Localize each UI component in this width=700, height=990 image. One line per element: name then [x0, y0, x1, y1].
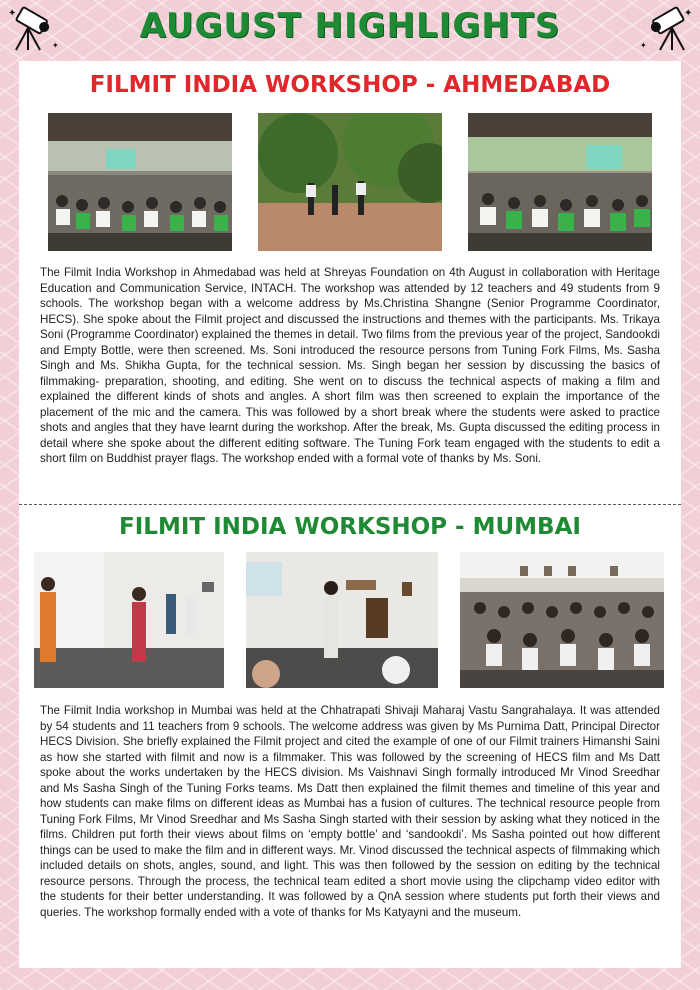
workshop-photo-ahmedabad-1 — [48, 113, 232, 251]
workshop-photo-mumbai-2 — [246, 552, 438, 688]
svg-text:✦: ✦ — [640, 41, 647, 50]
workshop-photo-mumbai-1 — [34, 552, 224, 688]
page-title: AUGUST HIGHLIGHTS — [139, 6, 561, 46]
svg-text:✦: ✦ — [8, 8, 17, 19]
svg-text:✦: ✦ — [684, 8, 693, 19]
workshop-photo-ahmedabad-2 — [258, 113, 442, 251]
content-card — [19, 61, 681, 968]
section-divider — [19, 504, 681, 505]
workshop-photo-mumbai-3 — [460, 552, 664, 688]
section-body-mumbai: The Filmit India workshop in Mumbai was held at the Chhatrapati Shivaji Maharaj Vastu Sangrahalaya. It was attended by 54 students and 11 teachers from 9 schools. The welcome address was given by Ms Purnima Datt, Principal Director HECS Division. She briefly explained the Filmit project and cited the example of one of our Filmit trainers Himanshi Saini as how she started with filmit and now is a filmmaker. This was followed by the screening of HECS film and Ms Datt spoke about the works undertaken by the HECS division. Ms Vaishnavi Singh formally introduced Mr Vinod Sreedhar and Ms Sasha Singh of the Tuning Forks teams. Ms Datt then explained the filmit themes and timeline of this year and how students can make films on different ideas as Mumbai has a fusion of cultures. The technical resource people from Tuning Fork Films, Mr Vinod Sreedhar and Ms Sasha Singh started with their session by asking what they noticed in the films. Children put forth their views about films on ‘empty bottle’ and ‘sandookdi’. Ms Sasha pointed out how different things can be used to make the film and in different ways. Mr. Vinod discussed the technical aspects of filmmaking which included details on shots, angles, sound, and light. This was then followed by the session on editing by the technical resource persons. Through the process, the technical team edited a short movie using the clipchamp video editor with the students for their better understanding. It was followed by a QnA session where students put forth their views and queries. The workshop formally ended with a vote of thanks for Ms Katyayni and the museum. — [40, 704, 660, 919]
section-title-mumbai: FILMIT INDIA WORKSHOP - MUMBAI — [119, 514, 581, 540]
section-title-ahmedabad: FILMIT INDIA WORKSHOP - AHMEDABAD — [89, 72, 611, 98]
section-body-ahmedabad: The Filmit India Workshop in Ahmedabad was held at Shreyas Foundation on 4th August in collaboration with Heritage Education and Communication Service, INTACH. The workshop was attended by 12 teachers and 49 students from 9 schools. The workshop began with a welcome address by Ms.Christina Shangne (Senior Programme Coordinator, HECS). She spoke about the Filmit project and discussed the instructions and themes with the participants. Ms. Trikaya Soni (Programme Coordinator) explained the themes in detail. Two films from the previous year of the project, Sandookdi and Empty Bottle, were then screened. Ms. Soni introduced the resource persons from Tuning Fork Films, Ms. Sasha Singh and Ms. Shikha Gupta, for the technical session. Ms. Singh began her session by discussing the basics of filmmaking- preparation, shooting, and editing. She went on to discuss the technical aspects of making a film and explained the different kinds of shots and angles. A short film was then screened to explain the importance of the placement of the mic and the camera. This was followed by a short break where the students were asked to practice shots and angles that they have learnt during the workshop. After the break, Ms. Gupta discussed the editing process in detail where she spoke about the different editing software. The Tuning Fork team engaged with the students to edit a short film on Buddhist prayer flags. The workshop ended with a formal vote of thanks by Ms. Soni. — [40, 266, 660, 465]
svg-text:✦: ✦ — [52, 41, 59, 50]
workshop-photo-ahmedabad-3 — [468, 113, 652, 251]
